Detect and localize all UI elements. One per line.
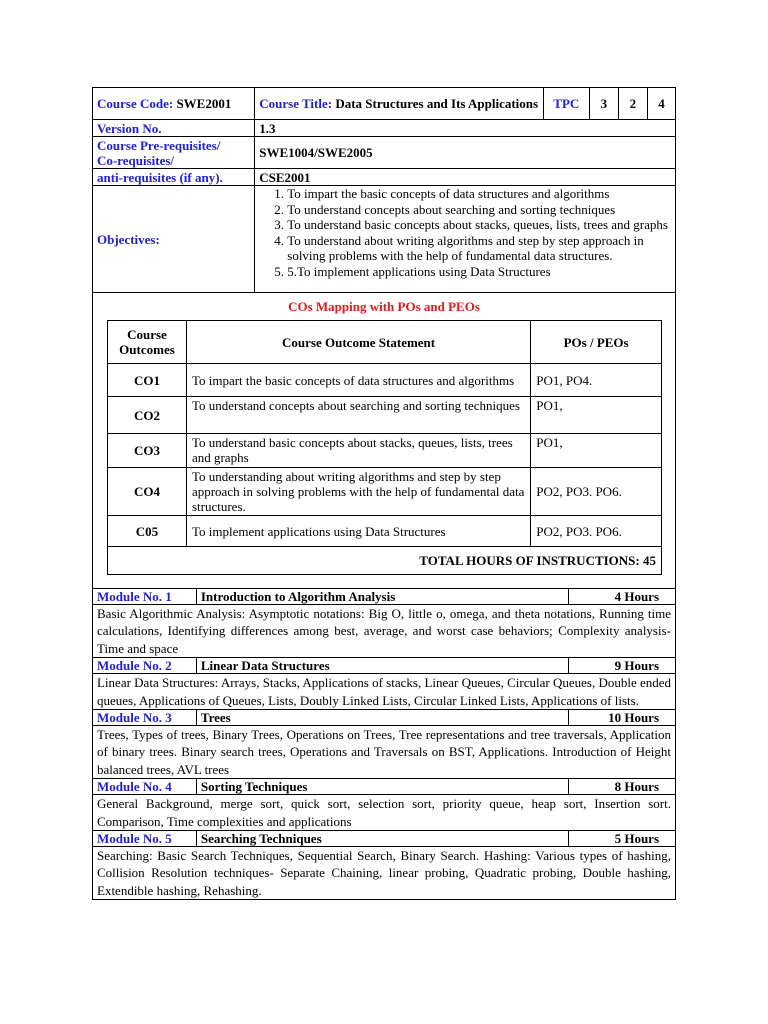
prereq-label — [93, 137, 255, 169]
prereq-label-line2: Co-requisites/ — [97, 152, 175, 168]
anti-value: CSE2001 — [255, 169, 676, 186]
table-row — [108, 397, 662, 434]
co-id: CO1 — [108, 364, 187, 397]
module-hours: 4 Hours — [569, 589, 676, 605]
table-row — [108, 468, 662, 516]
course-code-label: Course Code: — [97, 96, 174, 111]
prereq-label-line1: Course Pre-requisites/ — [97, 137, 221, 153]
co-mapping-title: COs Mapping with POs and PEOs — [288, 299, 480, 314]
table-row — [108, 364, 662, 397]
prereq-value: SWE1004/SWE2005 — [255, 137, 676, 169]
co-mapping-section — [93, 293, 676, 589]
module-number: Module No. 5 — [93, 831, 197, 847]
header-outcomes: Course Outcomes — [108, 321, 187, 364]
tpc-t: 3 — [589, 88, 618, 120]
module-header — [93, 779, 676, 795]
co-pos: PO1, — [531, 397, 662, 434]
table-row — [108, 516, 662, 547]
objectives-cell — [255, 186, 676, 293]
course-title: Data Structures and Its Applications — [335, 96, 539, 111]
module-name: Trees — [196, 710, 568, 726]
header-statement: Course Outcome Statement — [186, 321, 530, 364]
co-statement: To implement applications using Data Structures — [186, 516, 530, 547]
co-id: CO3 — [108, 434, 187, 468]
module-hours: 9 Hours — [569, 658, 676, 674]
objectives-label: Objectives: — [93, 186, 255, 293]
module-content: Searching: Basic Search Techniques, Sequential Search, Binary Search. Hashing: Various types of hashing, Collision Resolution techniques- Separate Chaining, linear probing, Quadratic probing, Double hashing, Extendible hashing, Rehashing. — [93, 847, 676, 900]
tpc-label: TPC — [543, 88, 589, 120]
version-value: 1.3 — [255, 120, 676, 137]
course-title-cell — [255, 88, 543, 120]
module-header — [93, 589, 676, 605]
objective-item: 4. To understand about writing algorithms and step by step approach in solving problems with the help of fundamental data structures. — [287, 233, 671, 264]
course-title-label: Course Title: — [259, 96, 333, 111]
objective-item: 3. To understand basic concepts about stacks, queues, lists, trees and graphs — [287, 217, 671, 233]
module-header — [93, 658, 676, 674]
objectives-list — [259, 186, 671, 280]
module-name: Introduction to Algorithm Analysis — [196, 589, 568, 605]
co-id: CO2 — [108, 397, 187, 434]
module-hours: 8 Hours — [569, 779, 676, 795]
module-content: General Background, merge sort, quick sort, selection sort, priority queue, heap sort, Insertion sort. Comparison, Time complexities and applications — [93, 795, 676, 831]
module-content: Trees, Types of trees, Binary Trees, Operations on Trees, Tree representations and tree traversals, Application of binary trees. Binary search trees, Operations and Traversals on BST, Applications. Introduction of Height balanced trees, AVL trees — [93, 726, 676, 779]
version-label: Version No. — [93, 120, 255, 137]
co-statement: To understand basic concepts about stacks, queues, lists, trees and graphs — [186, 434, 530, 468]
tpc-p: 2 — [618, 88, 647, 120]
co-statement: To understand concepts about searching and sorting techniques — [186, 397, 530, 434]
co-pos: PO1, PO4. — [531, 364, 662, 397]
co-statement: To understanding about writing algorithms and step by step approach in solving problems with the help of fundamental data structures. — [186, 468, 530, 516]
header-pos: POs / PEOs — [531, 321, 662, 364]
syllabus-page — [92, 87, 676, 900]
co-id: C05 — [108, 516, 187, 547]
module-number: Module No. 3 — [93, 710, 197, 726]
anti-label: anti-requisites (if any). — [93, 169, 255, 186]
co-id: CO4 — [108, 468, 187, 516]
course-code: SWE2001 — [176, 96, 232, 111]
co-pos: PO2, PO3. PO6. — [531, 468, 662, 516]
module-content: Linear Data Structures: Arrays, Stacks, Applications of stacks, Linear Queues, Circular Queues, Double ended queues, Applications of Queues, Lists, Doubly Linked Lists, Circular Linked Lists, Applications of lists. — [93, 674, 676, 710]
modules-table — [92, 588, 676, 900]
course-info-table — [92, 87, 676, 589]
module-number: Module No. 4 — [93, 779, 197, 795]
co-pos: PO1, — [531, 434, 662, 468]
co-pos: PO2, PO3. PO6. — [531, 516, 662, 547]
course-code-cell — [93, 88, 255, 120]
objective-item: 2. To understand concepts about searching and sorting techniques — [287, 202, 671, 218]
co-statement: To impart the basic concepts of data structures and algorithms — [186, 364, 530, 397]
objective-item: 1. To impart the basic concepts of data structures and algorithms — [287, 186, 671, 202]
module-number: Module No. 2 — [93, 658, 197, 674]
tpc-c: 4 — [647, 88, 675, 120]
objective-item: 5. 5.To implement applications using Data Structures — [287, 264, 671, 280]
module-hours: 5 Hours — [569, 831, 676, 847]
module-hours: 10 Hours — [569, 710, 676, 726]
module-name: Sorting Techniques — [196, 779, 568, 795]
module-name: Searching Techniques — [196, 831, 568, 847]
module-header — [93, 831, 676, 847]
module-name: Linear Data Structures — [196, 658, 568, 674]
table-row — [108, 434, 662, 468]
module-content: Basic Algorithmic Analysis: Asymptotic notations: Big O, little o, omega, and theta notations, Running time calculations, Identifying differences among best, average, and worst case behaviors; Complexity analysis- Time and space — [93, 605, 676, 658]
module-header — [93, 710, 676, 726]
module-number: Module No. 1 — [93, 589, 197, 605]
total-hours: TOTAL HOURS OF INSTRUCTIONS: 45 — [108, 547, 662, 575]
co-mapping-table — [107, 320, 662, 575]
